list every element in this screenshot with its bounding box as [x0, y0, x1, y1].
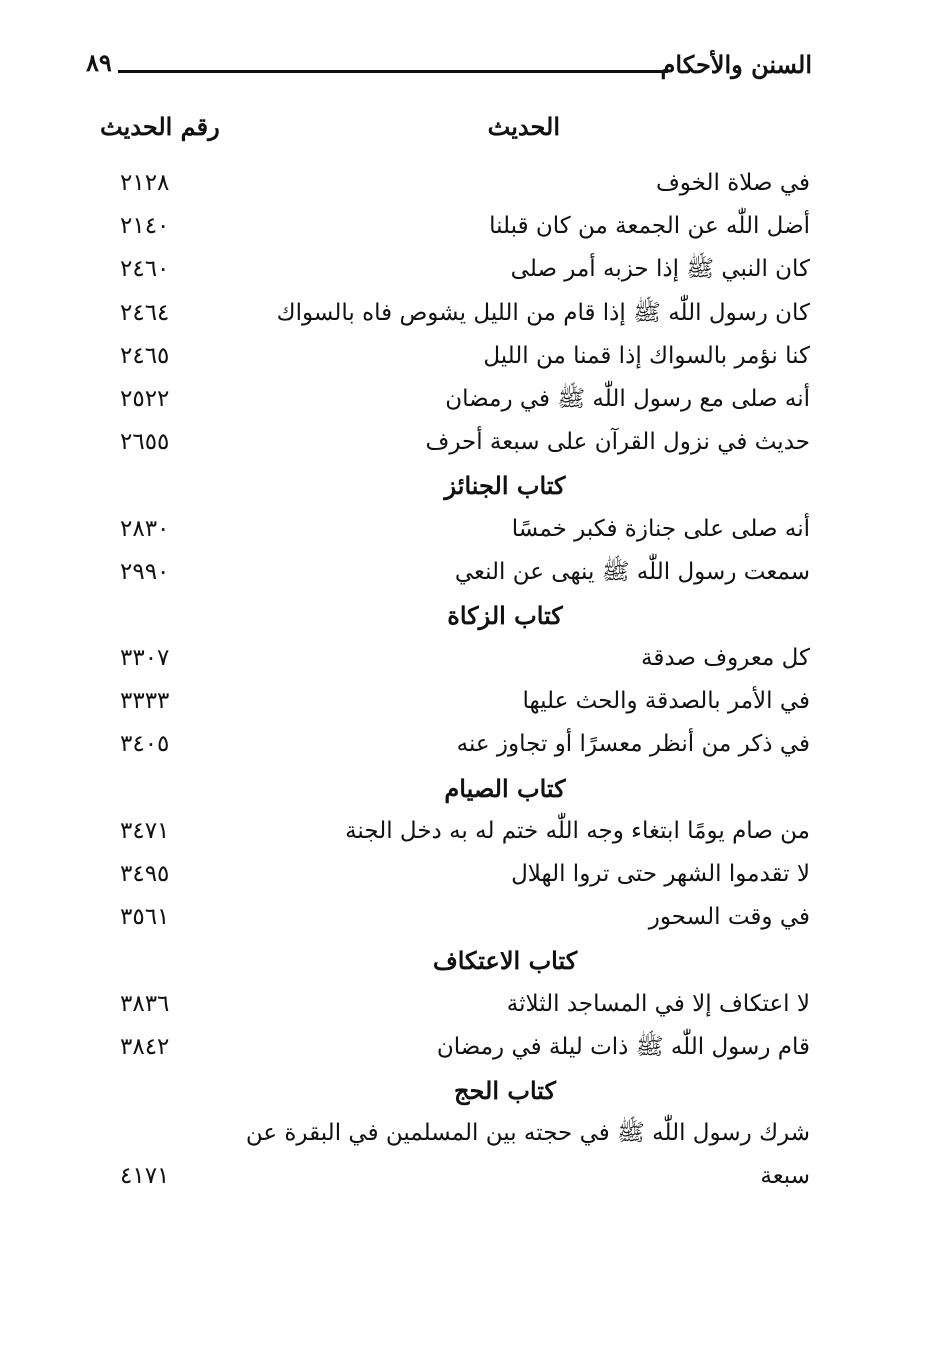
- hadith-number: ٢٤٦٤: [120, 299, 170, 326]
- hadith-title: كان النبي ﷺ إذا حزبه أمر صلى: [510, 256, 810, 283]
- hadith-number: ٣٣٠٧: [120, 645, 170, 672]
- hadith-title: أنه صلى مع رسول اللّٰه ﷺ في رمضان: [445, 385, 810, 412]
- index-row: [60, 637, 810, 680]
- index-row: [60, 983, 810, 1026]
- hadith-title: قام رسول اللّٰه ﷺ ذات ليلة في رمضان: [436, 1033, 810, 1060]
- page-number: ٨٩: [86, 48, 112, 77]
- hadith-title: شرك رسول اللّٰه ﷺ في حجته بين المسلمين في البقرة عن سبعة: [245, 1120, 810, 1190]
- hadith-number: ٢١٢٨: [120, 170, 170, 196]
- hadith-number: ٢٥٢٢: [120, 385, 170, 412]
- hadith-number: ٢٤٦٥: [120, 342, 170, 369]
- hadith-number: ٣٥٦١: [120, 904, 170, 931]
- hadith-title: في وقت السحور: [648, 904, 810, 931]
- hadith-title: في صلاة الخوف: [655, 170, 810, 196]
- section-heading: كتاب الاعتكاف: [432, 946, 578, 976]
- index-row: [60, 421, 810, 464]
- index-row: [60, 1026, 810, 1069]
- hadith-title: من صام يومًا ابتغاء وجه اللّٰه ختم له به دخل الجنة: [345, 817, 810, 844]
- hadith-number: ٣٤٧١: [120, 817, 170, 844]
- hadith-title: حديث في نزول القرآن على سبعة أحرف: [425, 429, 810, 456]
- index-row: [60, 248, 810, 291]
- hadith-title: أنه صلى على جنازة فكبر خمسًا: [511, 515, 810, 542]
- index-row: [60, 723, 810, 766]
- hadith-number: ٣٤٩٥: [120, 861, 170, 887]
- index-row: [60, 896, 810, 939]
- hadith-number: ٣٣٣٣: [120, 688, 170, 715]
- hadith-number: ٣٨٤٢: [120, 1033, 170, 1060]
- index-row: [60, 335, 810, 378]
- hadith-number: ٢٦٥٥: [120, 429, 170, 456]
- hadith-title: في الأمر بالصدقة والحث عليها: [522, 688, 810, 715]
- hadith-title: سمعت رسول اللّٰه ﷺ ينهى عن النعي: [454, 558, 810, 585]
- hadith-number: ٤١٧١: [120, 1163, 170, 1190]
- hadith-title: كنا نؤمر بالسواك إذا قمنا من الليل: [483, 342, 810, 369]
- index-row: [60, 810, 810, 853]
- hadith-number: ٢٨٣٠: [120, 515, 170, 542]
- index-row: [60, 508, 810, 551]
- index-row: [60, 205, 810, 248]
- section-heading: كتاب الصيام: [444, 773, 566, 803]
- column-header-hadith: الحديث: [487, 112, 560, 141]
- column-header-number: رقم الحديث: [100, 112, 220, 141]
- hadith-number: ٢٤٦٠: [120, 256, 170, 283]
- index-row: [60, 378, 810, 421]
- hadith-number: ٣٨٣٦: [120, 990, 170, 1017]
- header-rule: [118, 70, 668, 73]
- running-header-title: السنن والأحكام: [660, 50, 812, 79]
- index-row: [60, 292, 810, 335]
- hadith-index-list: [60, 162, 810, 1199]
- hadith-number: ٢٩٩٠: [120, 558, 170, 585]
- section-heading: كتاب الحج: [454, 1075, 556, 1105]
- hadith-number: ٢١٤٠: [120, 213, 170, 240]
- index-row: [60, 162, 810, 205]
- hadith-title: أضل اللّٰه عن الجمعة من كان قبلنا: [489, 213, 810, 240]
- hadith-title: كل معروف صدقة: [641, 645, 810, 672]
- index-row: [60, 1112, 810, 1198]
- index-row: [60, 551, 810, 594]
- index-row: [60, 680, 810, 723]
- hadith-title: كان رسول اللّٰه ﷺ إذا قام من الليل يشوص فاه بالسواك: [276, 299, 810, 326]
- index-row: [60, 853, 810, 896]
- hadith-title: لا تقدموا الشهر حتى تروا الهلال: [511, 861, 810, 887]
- section-heading: كتاب الجنائز: [444, 471, 566, 501]
- hadith-number: ٣٤٠٥: [120, 731, 170, 758]
- hadith-title: في ذكر من أنظر معسرًا أو تجاوز عنه: [456, 731, 810, 758]
- section-heading: كتاب الزكاة: [447, 600, 563, 630]
- hadith-title: لا اعتكاف إلا في المساجد الثلاثة: [506, 990, 810, 1017]
